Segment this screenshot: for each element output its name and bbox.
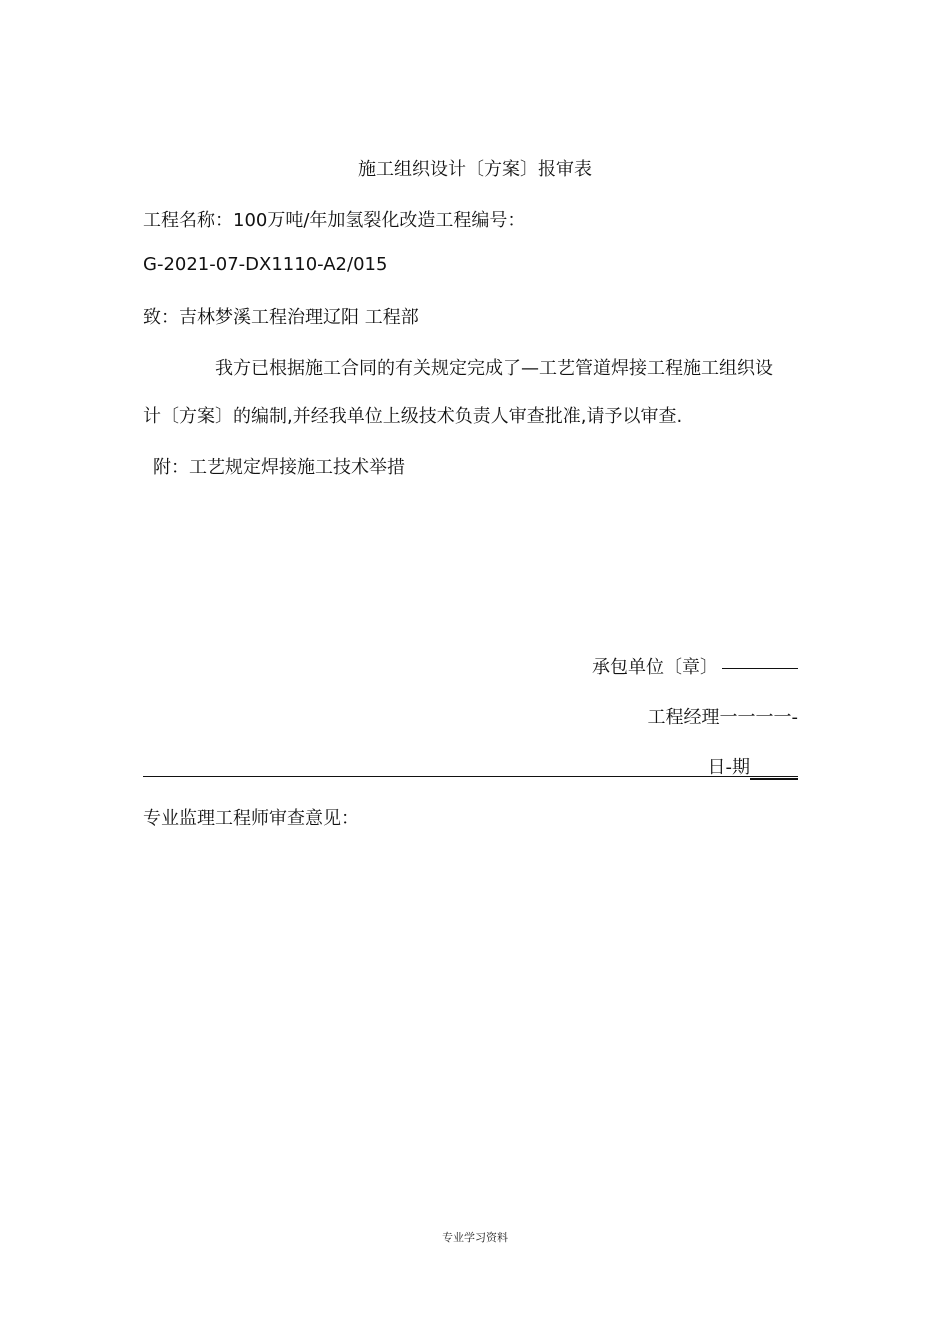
contractor-unit-label: 承包单位〔章〕	[592, 657, 718, 678]
contractor-unit-blank	[722, 668, 798, 669]
project-code: G-2021-07-DX1110-A2/015	[143, 254, 388, 275]
recipient-line: 致：吉林梦溪工程治理辽阳 工程部	[143, 307, 419, 328]
date-blank	[750, 760, 798, 780]
project-manager-signature	[648, 706, 799, 730]
document-title: 施工组织设计〔方案〕报审表	[358, 159, 592, 180]
body-paragraph-line-2: 计〔方案〕的编制,并经我单位上级技术负责人审查批准,请予以审查.	[143, 406, 683, 427]
date-label: 日-期	[707, 757, 750, 778]
page-footer: 专业学习资料	[442, 1231, 508, 1244]
attachment-line: 附：工艺规定焊接施工技术举措	[153, 457, 405, 478]
section-divider	[143, 776, 798, 777]
supervisor-opinion-label: 专业监理工程师审查意见：	[143, 808, 359, 829]
project-manager-label: 工程经理	[647, 707, 720, 728]
project-name-line: 工程名称：100万吨/年加氢裂化改造工程编号：	[143, 210, 526, 231]
project-manager-blank: 一一一一-	[719, 707, 798, 728]
body-paragraph-line-1: 我方已根据施工合同的有关规定完成了—工艺管道焊接工程施工组织设	[215, 358, 773, 379]
contractor-unit-signature	[592, 656, 798, 680]
